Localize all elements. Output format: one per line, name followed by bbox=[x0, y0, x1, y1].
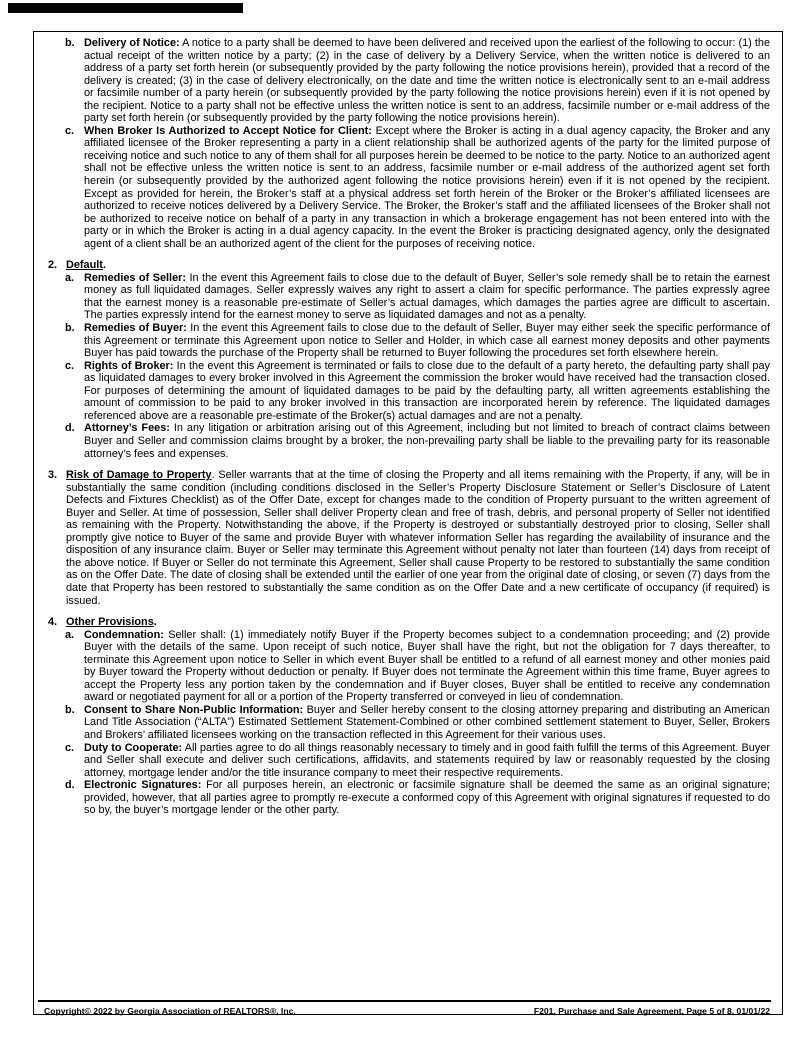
item-text: For all purposes herein, an electronic or facsimile signature shall be deemed the same as an original signature; provided, however, that all parties agree to promptly re-execute a conformed copy of this Agreement with original signatures if requested to do so by, the buyer’s mortgage lender or the other party. bbox=[84, 779, 771, 817]
footer-copyright: Copyright© 2022 by Georgia Association of REALTORS®, Inc. bbox=[44, 1006, 296, 1016]
section-number: 3. bbox=[48, 469, 58, 482]
footer-rule bbox=[38, 1000, 771, 1002]
item-label: d. bbox=[65, 422, 75, 435]
redaction-bar bbox=[8, 3, 243, 13]
item-label: c. bbox=[65, 359, 75, 372]
section-number: 4. bbox=[48, 616, 58, 629]
page-footer bbox=[44, 1006, 770, 1016]
item-label: c. bbox=[65, 741, 75, 754]
section-risk-of-damage bbox=[44, 469, 770, 607]
other-item-b bbox=[44, 704, 770, 742]
item-label: c. bbox=[65, 124, 75, 137]
item-text: Seller shall: (1) immediately notify Buyer if the Property becomes subject to a condemnation proceeding; and (2) provide Buyer with the details of the same. Upon receipt of such notice, Buyer shall have the right, but not the obligation for 7 days thereafter, to terminate this Agreement upon notice to Seller in which event Buyer shall be entitled to a refund of all earnest money and other monies paid by Buyer toward the Property without deduction or penalty. If Buyer does not terminate the Agreement within this time frame, Buyer agrees to accept the Property less any portion taken by the condemnation and if Buyer closes, Buyer shall be entitled to receive any condemnation award or negotiated payment for all or a portion of the Property transferred or conveyed in lieu of condemnation. bbox=[84, 628, 770, 704]
document-body bbox=[44, 37, 770, 817]
item-title: Consent to Share Non-Public Information: bbox=[84, 703, 304, 716]
item-label: b. bbox=[65, 322, 75, 335]
section-text: . Seller warrants that at the time of closing the Property and all items remaining with the Property, if any, will be in substantially the same condition (including conditions disclosed in the Seller’s Property Disclosure Statement or Seller’s Disclosure of Latent Defects and Fixtures Checklist) as of the Offer Date, except for changes made to the condition of Property pursuant to the written agreement of Buyer and Seller. At time of possession, Seller shall deliver Property clean and free of trash, debris, and personal property of Seller not identified as remaining with the Property. Notwithstanding the above, if the Property is destroyed or substantially destroyed prior to closing, Seller shall promptly give notice to Buyer of the same and provide Buyer with whatever information Seller has regarding the availability of insurance and the disposition of any insurance claim. Buyer or Seller may terminate this Agreement without penalty not later than fourteen (14) days from receipt of the above notice. If Buyer or Seller do not terminate this Agreement, Seller shall cause Property to be restored to substantially the same condition as on the Offer Date. The date of closing shall be extended until the earlier of one year from the original date of closing, or seven (7) days from the date that Property has been restored to substantially the same condition as on the Offer Date and a new certificate of occupancy (if required) is issued. bbox=[66, 469, 770, 607]
item-title: Duty to Cooperate: bbox=[84, 741, 183, 754]
item-label: a. bbox=[65, 271, 75, 284]
item-title: When Broker Is Authorized to Accept Notice for Client: bbox=[84, 124, 372, 137]
other-item-a bbox=[44, 629, 770, 704]
footer-form-info: F201, Purchase and Sale Agreement, Page 5 of 8, 01/01/22 bbox=[533, 1006, 770, 1016]
item-text: In the event this Agreement fails to close due to the default of Seller, Buyer may either seek the specific performance of this Agreement or terminate this Agreement upon notice to Seller and Holder, in which case all earnest money deposits and other payments Buyer has paid towards the purchase of the Property shall be returned to Buyer following the procedures set forth elsewhere herein. bbox=[84, 322, 771, 360]
item-text: All parties agree to do all things reasonably necessary to timely and in good faith fulfill the terms of this Agreement. Buyer and Seller shall execute and deliver such certifications, affidavits, and statements required by law or reasonably requested by the closing attorney, mortgage lender and/or the title insurance company to meet their respective requirements. bbox=[84, 741, 770, 779]
item-label: b. bbox=[65, 703, 75, 716]
default-item-a bbox=[44, 272, 770, 322]
item-text: In the event this Agreement is terminated or fails to close due to the default of a party hereto, the defaulting party shall pay as liquidated damages to every broker involved in this Agreement the commission the broker would have received had the transaction closed. For purposes of determining the amount of liquidated damages to be paid by the defaulting party, all written agreements establishing the amount of commission to be paid to any broker involved in this transaction are incorporated herein by reference. The liquidated damages referenced above are a reasonable pre-estimate of the Broker(s) actual damages and are not a penalty. bbox=[84, 359, 770, 422]
default-item-c bbox=[44, 360, 770, 423]
section-number: 2. bbox=[48, 259, 58, 272]
section-heading: Default bbox=[66, 259, 103, 272]
section-heading: Risk of Damage to Property bbox=[66, 469, 212, 482]
default-item-d bbox=[44, 422, 770, 460]
item-title: Attorney’s Fees: bbox=[84, 422, 170, 435]
heading-period: . bbox=[153, 616, 157, 629]
item-text: Except where the Broker is acting in a dual agency capacity, the Broker and any affiliated licensee of the Broker representing a party in a client relationship shall be authorized agents of the party for the limited purpose of receiving notice and such notice to any of them shall for all purposes herein be deemed to be notice to the party. Notice to an authorized agent shall not be effective unless the written notice is sent to an address, facsimile number or e-mail address of the authorized agent set forth herein (or subsequently provided by the authorized agent following the notice provisions herein) even if it is not opened by the recipient. Except as provided for herein, the Broker’s staff at a physical address set forth herein of the Broker or the Broker’s affiliated licensees are authorized to receive notices delivered by a Delivery Service. The Broker, the Broker’s staff and the affiliated licensees of the Broker shall not be authorized to receive notice on behalf of a party in any transaction in which a brokerage engagement has not been entered into with the party or in which the Broker is acting in a dual agency capacity. In the event the Broker is practicing designated agency, only the designated agent of a client shall be an authorized agent of the client for the purposes of receiving notice. bbox=[84, 124, 770, 250]
item-text: A notice to a party shall be deemed to have been delivered and received upon the earliest of the following to occur: (1) the actual receipt of the written notice by a party; (2) in the case of delivery by a Delivery Service, when the written notice is delivered to an address of a party set forth herein (or subsequently provided by the party following the notice provisions herein), provided that a record of the delivery is created; (3) in the case of delivery electronically, on the date and time the written notice is electronically sent to an e-mail address or facsimile number of a party herein (or subsequently provided by the party following the notice provisions herein) even if it is not opened by the recipient. Notice to a party shall not be effective unless the written notice is sent to an address, facsimile number or e-mail address of the party set forth herein (or subsequently provided by the party following the notice provisions herein). bbox=[84, 37, 771, 125]
other-item-d bbox=[44, 779, 770, 817]
item-text: In the event this Agreement fails to close due to the default of Buyer, Seller’s sole remedy shall be to retain the earnest money as full liquidated damages. Seller expressly waives any right to assert a claim for specific performance. The parties expressly agree that the earnest money is a reasonable pre-estimate of Seller’s actual damages, which damages the parties agree are difficult to ascertain. The parties expressly intend for the earnest money to serve as liquidated damages and not as a penalty. bbox=[84, 271, 770, 322]
item-label: b. bbox=[65, 37, 75, 49]
heading-period: . bbox=[102, 259, 106, 272]
notice-item-c bbox=[44, 125, 770, 250]
section-other-provisions bbox=[44, 616, 770, 629]
default-item-b bbox=[44, 322, 770, 360]
item-text: Buyer and Seller hereby consent to the closing attorney preparing and distributing an American Land Title Association (“ALTA”) Estimated Settlement Statement-Combined or other combined settlement statement to Buyer, Seller, Brokers and Brokers’ affiliated licensees working on the transaction reflected in this Agreement for their various uses. bbox=[84, 703, 770, 741]
item-title: Delivery of Notice: bbox=[84, 37, 180, 49]
item-title: Remedies of Seller: bbox=[84, 271, 186, 284]
item-title: Electronic Signatures: bbox=[84, 779, 202, 792]
item-title: Condemnation: bbox=[84, 628, 164, 641]
item-title: Rights of Broker: bbox=[84, 359, 174, 372]
section-heading: Other Provisions bbox=[66, 616, 154, 629]
item-label: a. bbox=[65, 628, 75, 641]
notice-item-b bbox=[44, 37, 770, 125]
item-title: Remedies of Buyer: bbox=[84, 322, 187, 335]
item-text: In any litigation or arbitration arising out of this Agreement, including but not limited to breach of contract claims between Buyer and Seller and commission claims brought by a broker, the non-prevailing party shall be liable to the prevailing party for its reasonable attorney’s fees and expenses. bbox=[84, 422, 770, 460]
other-item-c bbox=[44, 742, 770, 780]
section-default bbox=[44, 259, 770, 272]
item-label: d. bbox=[65, 779, 75, 792]
